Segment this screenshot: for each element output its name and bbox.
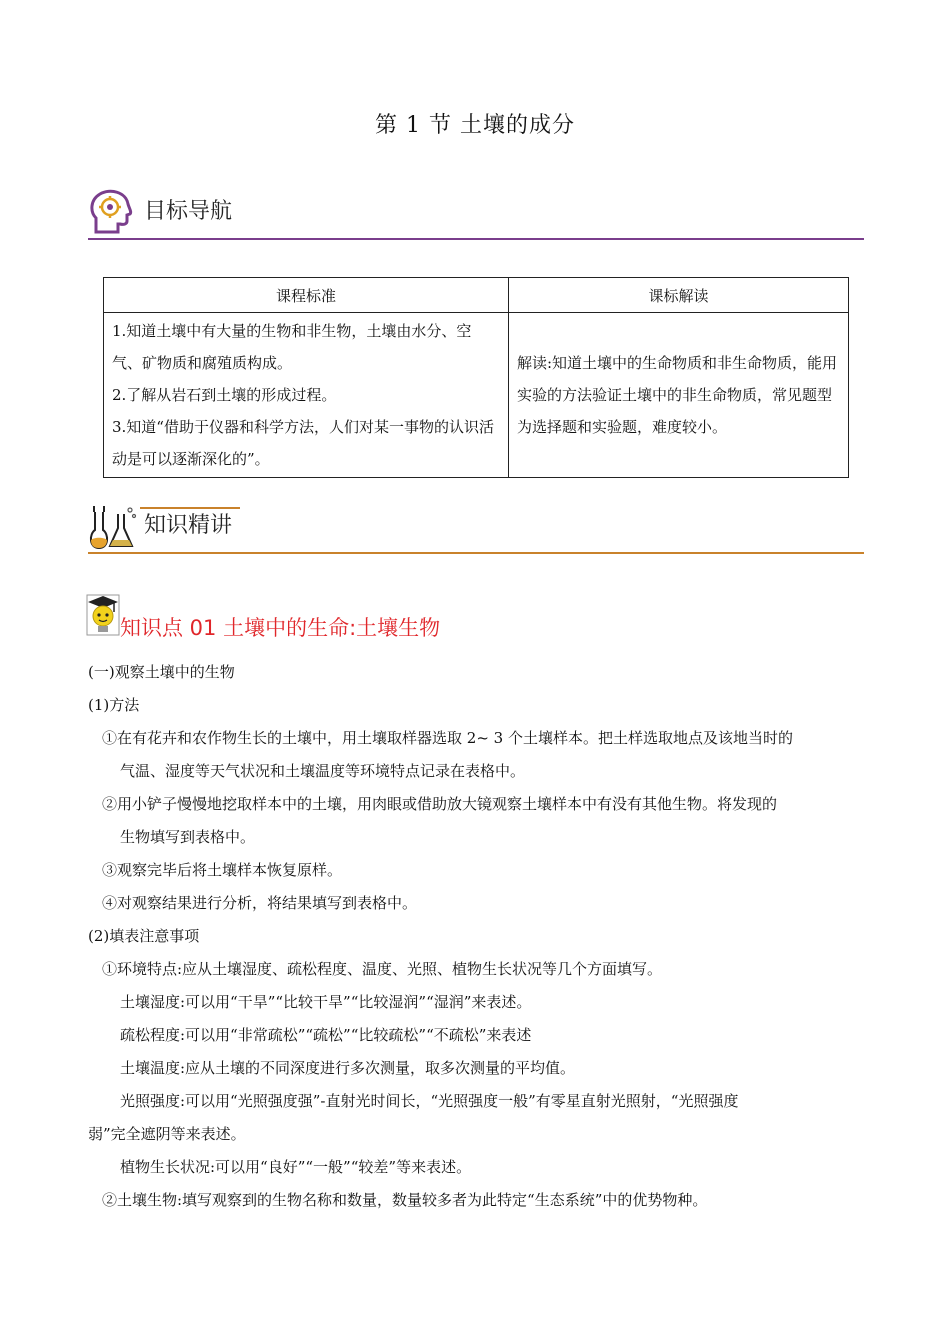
step-2b: 生物填写到表格中。 (120, 828, 256, 846)
method-heading: (1)方法 (88, 696, 140, 714)
step-1b: 气温、湿度等天气状况和土壤温度等环境特点记录在表格中。 (120, 762, 526, 780)
standard-item-1: 1.知道土壤中有大量的生物和非生物，土壤由水分、空气、矿物质和腐殖质构成。 (112, 322, 472, 372)
note-temperature: 土壤温度:应从土壤的不同深度进行多次测量，取多次测量的平均值。 (120, 1059, 576, 1077)
step-2a: ②用小铲子慢慢地挖取样本中的土壤，用肉眼或借助放大镜观察土壤样本中有没有其他生物。将发现的 (102, 795, 778, 813)
note-light-1: 光照强度:可以用“光照强度强”-直射光时间长，“光照强度一般”有零星直射光照射，“光照强度 (120, 1092, 739, 1110)
step-1a: ①在有花卉和农作物生长的土壤中，用土壤取样器选取 2~ 3 个土壤样本。把土样选取地点及该地当时的 (102, 729, 793, 747)
lab-flask-icon (88, 502, 138, 552)
goal-section-divider (88, 238, 864, 240)
graduate-bulb-icon (86, 594, 120, 636)
note-looseness: 疏松程度:可以用“非常疏松”“疏松”“比较疏松”“不疏松”来表述 (120, 1026, 532, 1044)
goal-section-label: 目标导航 (144, 199, 233, 224)
interpretation-cell: 解读:知道土壤中的生命物质和非生命物质，能用实验的方法验证土壤中的非生命物质，常见题型为选择题和实验题，难度较小。 (509, 313, 849, 478)
standard-item-2: 2.了解从岩石到土壤的形成过程。 (112, 386, 337, 404)
note-humidity: 土壤湿度:可以用“干旱”“比较干旱”“比较湿润”“湿润”来表述。 (120, 993, 532, 1011)
knowledge-section-divider (88, 552, 864, 554)
note-soil-organisms: ②土壤生物:填写观察到的生物名称和数量，数量较多者为此特定“生态系统”中的优势物种。 (102, 1191, 708, 1209)
note-light-2: 弱”完全遮阴等来表述。 (88, 1125, 246, 1143)
table-header-interpretation: 课标解读 (509, 278, 849, 313)
brain-gear-icon (88, 188, 134, 236)
observe-heading: (一)观察土壤中的生物 (88, 663, 235, 681)
note-growth: 植物生长状况:可以用“良好”“一般”“较差”等来表述。 (120, 1158, 472, 1176)
page-title: 第 1 节 土壤的成分 (375, 113, 575, 138)
standard-item-3: 3.知道“借助于仪器和科学方法，人们对某一事物的认识活动是可以逐渐深化的”。 (112, 418, 494, 468)
notes-heading: (2)填表注意事项 (88, 927, 200, 945)
step-4: ④对观察结果进行分析，将结果填写到表格中。 (102, 894, 418, 912)
table-header-standard: 课程标准 (104, 278, 509, 313)
step-3: ③观察完毕后将土壤样本恢复原样。 (102, 861, 343, 879)
note-environment: ①环境特点:应从土壤湿度、疏松程度、温度、光照、植物生长状况等几个方面填写。 (102, 960, 663, 978)
goal-section-header (88, 188, 864, 244)
knowledge-section-header (88, 502, 864, 558)
knowledge-section-label: 知识精讲 (144, 513, 233, 538)
standards-table (103, 277, 849, 478)
body-content (88, 656, 868, 1217)
standards-cell (104, 313, 509, 478)
knowledge-point-title: 知识点 01 土壤中的生命:土壤生物 (120, 616, 441, 640)
